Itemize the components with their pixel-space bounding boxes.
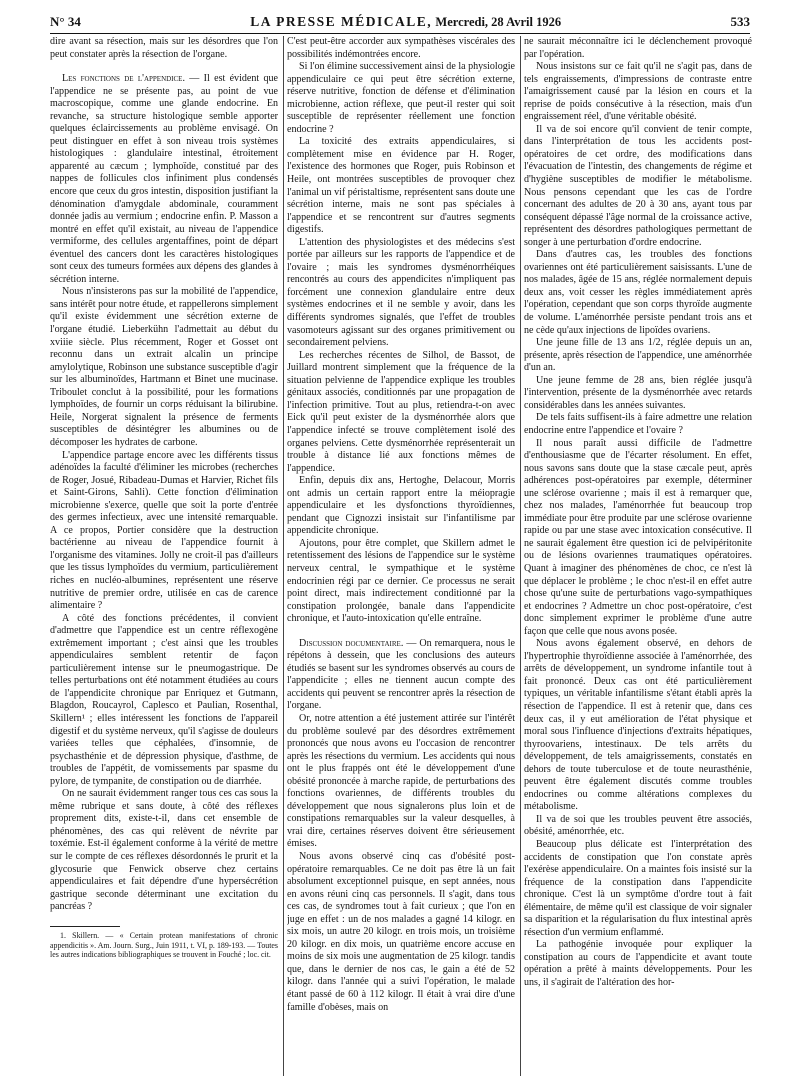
paragraph: Il nous paraît aussi difficile de l'admettre d'enthousiasme que de l'écarter résolument. En effet, nous savons sans doute que la stase cæcale peut, après adhérences post-opératoires par exemple, déterminer une sclérose ovarienne ; mais il est à remarquer que, chez nos malades, l'aménorrhée fut beaucoup trop immédiate pour être produite par une sclérose ovarienne rapide ou par une stase avec intoxication consécutive. Il ne saurait également être question ici de pelvipéritonite ou de lésions ovariennes traumatiques opératoires. Quant à imaginer des phénomènes de choc, ce n'est là que déplacer le problème ; le choc n'est-il en effet autre chose qu'une suite de perturbations vago-sympathiques et endocrines ? Admettre un choc post-opératoire, c'est donc simplement exprimer le problème d'une autre façon que celle que nous avons posée. — [524, 437, 752, 637]
paragraph: L'attention des physiologistes et des médecins s'est portée par ailleurs sur les rapports de l'appendice et de l'ovaire ; mais les syndromes dysménorrhéiques rencontrés au cours des appendicites n'impliquent pas forcément une connexion glandulaire entre deux systèmes endocrines et il ne semble y avoir, dans les différents syndromes signalés, que l'effet de troubles vasomoteurs agissant sur des organes primitivement ou secondairement pelviens. — [287, 236, 515, 349]
section-heading: Discussion documentaire. — — [299, 637, 417, 649]
paragraph: Nous insistons sur ce fait qu'il ne s'agit pas, dans de tels engraissements, d'impressions de contraste entre l'amaigrissement causé par la lésion en cours et la reprise de poids consécutive à la résection, mais d'un engraissement réel, d'une véritable obésité. — [524, 61, 752, 123]
paragraph: Les recherches récentes de Silhol, de Bassot, de Juillard montrent simplement que la fréquence de la situation pelvienne de l'appendice explique les troubles génitaux associés, conditionnés par une propagation de l'infection primitive. Tout au plus, retiendra-t-on avec Eick qu'il peut exister de la dysménorrhée alors que l'appendice infecté se trouve complètement isolé des organes pelviens. Cette dysménorrhée représenterait un trouble à distance lié aux fonctions mêmes de l'appendice. — [287, 349, 515, 474]
issue-number: N° 34 — [50, 14, 81, 29]
paragraph: Or, notre attention a été justement attirée sur l'intérêt du problème soulevé par des désordres extrêmement prononcés que nous avons eu l'occasion de rencontrer après les résections du vermium. Les accidents qui nous ont le plus frappés ont été le développement d'une obésité prononcée à marche rapide, de perturbations des fonctions ovariennes, de différents troubles du développement que nous signalerons plus loin et de constipations remarquables sur la valeur desquelles, à vrai dire, certaines réserves doivent être sérieusement émises. — [287, 712, 515, 850]
column-rule-right — [520, 36, 521, 1076]
paragraph: La toxicité des extraits appendiculaires, si complètement mise en évidence par H. Roger, l'existence des hormones que Roger, puis Robinson et Heile, ont montrées susceptibles de provoquer chez l'animal un vif péristaltisme, représentent sans doute une sécrétion interne, mais ne sont pas spéciales à l'appendice et se rencontrent sur d'autres segments digestifs. — [287, 136, 515, 236]
paragraph: C'est peut-être accorder aux sympathèses viscérales des possibilités indémontrées encore. — [287, 36, 515, 60]
paragraph: Il va de soi encore qu'il convient de tenir compte, dans l'interprétation de tous les accidents post-opératoires de cet ordre, des modifications dans l'évacuation de l'intestin, des changements de régime et d'hygiène susceptibles de modifier le métabolisme. Nous pensons cependant que les cas de l'ordre concernant des adultes de 20 à 30 ans, ayant tous par conséquent dépassé l'âge normal de la croissance active, représentent des désordres pathologiques permettant de songer à une perturbation d'ordre endocrine. — [524, 123, 752, 248]
paragraph: Dans d'autres cas, les troubles des fonctions ovariennes ont été particulièrement saisissants. L'une de nos malades, âgée de 15 ans, réglée normalement depuis deux ans, voit cesser les règles immédiatement après l'opération, cependant que son corps thyroïde augmente de volume. L'aménorrhée persiste pendant trois ans et ne cède qu'aux injections de lipoïdes ovariens. — [524, 249, 752, 336]
paragraph: Nous avons également observé, en dehors de l'hypertrophie thyroïdienne associée à l'aménorrhée, des arrêts de développement, un syndrome infantile tout à fait prononcé. Deux cas ont été particulièrement typiques, un véritable infantilisme s'étant établi après la résection de l'appendice. Il est à retenir que, dans ces deux cas, il y eut amélioration de l'état physique et moral sous l'influence d'injections d'extraits hépatiques, thyroovariens, intestinaux. De tels arrêts du développement, de tels amaigrissements, constatés en dehors de toute tuberculose et de toute neurasthénie, peuvent être également discutés comme troubles endocrines ou comme altérations complexes du métabolisme. — [524, 638, 752, 813]
section-heading: Les fonctions de l'appendice. — — [62, 73, 200, 85]
footnote-rule — [50, 926, 120, 927]
paragraph: L'appendice partage encore avec les différents tissus adénoïdes la faculté d'éliminer les microbes (recherches de Roger, Josué, Ribadeau-Dumas et Harvier, Richet fils et Saint-Girons, Sahli). Cette fonction d'élimination microbienne s'exerce, quelle que soit la porte d'entrée des germes infectieux, avec une intensité remarquable. A ce propos, Portier considère que la destruction bactérienne au niveau de l'appendice fournit à l'organisme des vitamines. Jolly ne croit-il pas d'ailleurs que les tissus lymphoïdes du vermium, particulièrement riches en nucléo-albumines, représentent une réserve nutritive de premier ordre, utilisée en cas de carence alimentaire ? — [50, 449, 278, 612]
paragraph: A côté des fonctions précédentes, il convient d'admettre que l'appendice est un centre réflexogène extrêmement important ; c'est ainsi que les troubles appendiculaires semblent retentir de façon particulièrement intense sur le pneumogastrique. De telles perturbations ont été notamment étudiées au cours de l'appendicite chronique par Enriquez et Gutmann, Blagdon, Roucayrol, Caplesco et Paulian, Rosenthal, Skillern¹ ; elles intéressent les fonctions de l'appareil digestif et du système nerveux, qu'il s'agisse de douleurs variées telles que céphalées, d'insomnie, de psychasthénie et de dépression physique, d'asthme, de troubles de l'appétit, de vomissements par spasme du pylore, de tympanite, de constipation ou de diarrhée. — [50, 612, 278, 787]
page-header — [50, 6, 750, 34]
paragraph: De tels faits suffisent-ils à faire admettre une relation endocrine entre l'appendice et l'ovaire ? — [524, 412, 752, 436]
paragraph: Enfin, depuis dix ans, Hertoghe, Delacour, Morris ont admis un certain rapport entre la méiopragie appendiculaire et les dysfonctions thyroïdiennes, pendant que Cignozzi insistait sur l'infantilisme par appendicite chronique. — [287, 475, 515, 537]
column-rule-left — [283, 36, 284, 1076]
column-3 — [524, 36, 752, 1076]
paragraph: Les fonctions de l'appendice. — Il est évident que l'appendice ne se présente pas, au point de vue macroscopique, comme une glande endocrine. En revanche, sa structure histologique semble apporter quelques éclaircissements au problème envisagé. On peut distinguer en effet à son niveau trois systèmes histologiques : glandulaire intestinal, étroitement apparenté au cæcum ; lymphoïde, constitué par des nappes de follicules clos infiniment plus condensés encore que ceux du gros intestin, disposition justifiant la dénomination d'amygdale abdominale, couramment donnée jadis au vermium ; endocrine enfin. P. Masson a montré en effet qu'il existait, au niveau de l'appendice vermiforme, des cellules argentaffines, point de départ éventuel des cancers dont les caractères histologiques sont ceux des tumeurs formées aux dépens des glandes à sécrétion interne. — [50, 73, 278, 285]
footnote: 1. Skillern. — « Certain protean manifestations of chronic appendicitis ». Am. Journ. Surg., Juin 1911, t. VI, p. 189-193. — Toutes les autres indications bibliographiques se trouvent in Fouché ; loc. cit. — [50, 930, 278, 960]
paragraph: Une jeune femme de 28 ans, bien réglée jusqu'à l'intervention, présente de la dysménorrhée avec retards considérables dans les années suivantes. — [524, 374, 752, 411]
paragraph: dire avant sa résection, mais sur les désordres que l'on peut constater après la résection de l'organe. — [50, 36, 278, 60]
page-number: 533 — [730, 14, 750, 29]
paragraph: Il va de soi que les troubles peuvent être associés, obésité, aménorrhée, etc. — [524, 813, 752, 838]
paragraph: Nous avons observé cinq cas d'obésité post-opératoire remarquables. Ce ne doit pas être là un fait absolument exceptionnel puisque, en sept années, nous en avons réuni cinq cas personnels. Il s'agit, dans tous ces cas, de syndromes tout à fait curieux ; que l'on en juge en effet : un de nos malades a gagné 14 kilogr. en six mois, un autre 20 kilogr. en trois mois, un troisième 20 kilogr. en dix mois, un quatrième encore accuse en moins de six mois une augmentation de 25 kilogr. tandis que, dans le dernier de nos cas, le gain a été de 52 kilogr. dans l'année qui a suivi l'opération, le malade étant passé de 60 à 112 kilogr. Il était à vrai dire d'une famille d'obèses, mais on — [287, 851, 515, 1013]
paragraph: Si l'on élimine successivement ainsi de la physiologie appendiculaire ce qui peut être sécrétion externe, réserve nutritive, fonction de défense et d'élimination microbienne, action réflexe, que peut-il rester qui soit susceptible de représenter réellement une fonction endocrine ? — [287, 61, 515, 135]
column-1 — [50, 36, 278, 1076]
paragraph: Une jeune fille de 13 ans 1/2, réglée depuis un an, présente, après résection de l'appendice, une aménorrhée d'un an. — [524, 337, 752, 374]
paragraph: Beaucoup plus délicate est l'interprétation des accidents de constipation que l'on constate après l'exérèse appendiculaire. On a maintes fois insisté sur la fréquence de la constipation dans l'appendicite chronique. C'est là un symptôme d'ordre tout à fait élémentaire, de même qu'il est classique de voir signaler sa disparition et la régularisation du flux intestinal après résection d'un vermium enflammé. — [524, 839, 752, 938]
paragraph: Discussion documentaire. — On remarquera, nous le répétons à dessein, que les conclusions des auteurs étudiés se basent sur les syndromes observés au cours de l'appendicite ; elles ne tiennent aucun compte des accidents qui peuvent se rencontrer après la résection de l'organe. — [287, 637, 515, 712]
paragraph: La pathogénie invoquée pour expliquer la constipation au cours de l'appendicite et avant toute opération a prêté à maints développements. Pour les uns, il s'agirait de l'altération des hor- — [524, 939, 752, 989]
header-masthead — [250, 14, 561, 30]
paragraph: On ne saurait évidemment ranger tous ces cas sous la même rubrique et sans doute, à côté des réflexes proprement dits, existe-t-il, dans cet ensemble de phénomènes, des cas qui relèvent de névrite par toxémie. Est-il également conforme à la vérité de mettre sur le compte de ces réflexes désordonnés le prurit et la glycosurie que Fenwick observe chez certains appendiculaires et fait dépendre d'une hypersécrétion gastrique seconde déterminant une excitation du pancréas ? — [50, 788, 278, 913]
issue-date: Mercredi, 28 Avril 1926 — [435, 15, 562, 29]
paragraph: Nous n'insisterons pas sur la mobilité de l'appendice, sans intérêt pour notre étude, et rappellerons simplement qu'il existe évidemment une sécrétion externe de l'organe étudié. Lieberkühn l'admettait au début du xviiie siècle. Plus récemment, Roger et Gosset ont reconnu dans un extrait alcalin un principe amylolytique, Robinson une substance susceptible d'agir sur les albuminoïdes, Hartmann et Binet une mucinase. Triboulet conclut à la possibilité, pour les formations lymphoïdes, de fournir un corps réduisant la bilirubine. Heile, Norgerat signalent la présence de ferments susceptibles de désintégrer les albumines ou de décomposer les hydrates de carbone. — [50, 286, 278, 448]
paragraph: ne saurait méconnaître ici le déclenchement provoqué par l'opération. — [524, 36, 752, 60]
column-2 — [287, 36, 515, 1076]
paragraph: Ajoutons, pour être complet, que Skillern admet le retentissement des lésions de l'appendice sur le système nerveux central, le sympathique et le système endocrinien régi par ce dernier. Ce processus ne serait point direct, mais indirectement conditionné par la constipation prolongée, banale dans l'appendicite chronique, et l'auto-intoxication qu'elle entraîne. — [287, 537, 515, 625]
journal-title: LA PRESSE MÉDICALE, — [250, 14, 433, 29]
